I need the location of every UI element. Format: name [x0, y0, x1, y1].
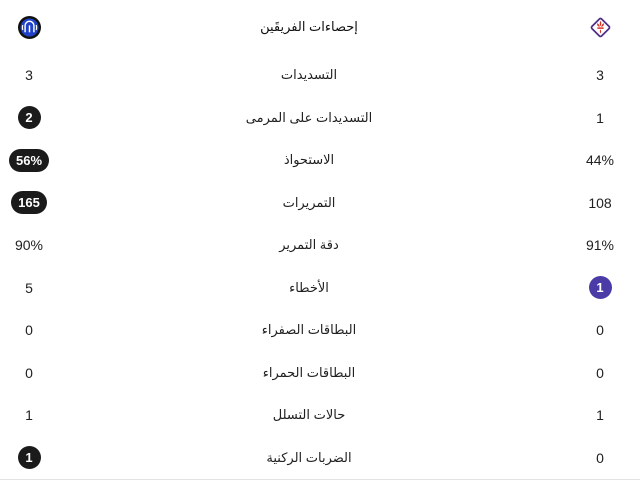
right-team-logo-cell [560, 16, 640, 39]
fiorentina-crest-icon [589, 16, 612, 39]
page-title: إحصاءات الفريقَين [260, 19, 358, 34]
stat-row [0, 54, 640, 97]
right-team-value: 0 [596, 449, 604, 466]
stat-row [0, 352, 640, 395]
stat-label: حالات التسلل [272, 407, 346, 423]
stat-label: التمريرات [282, 194, 336, 210]
left-team-value: 0 [25, 364, 33, 381]
stat-label: الضربات الركنية [266, 449, 352, 465]
stat-row [0, 437, 640, 480]
stat-label: دقة التمرير [279, 237, 339, 253]
left-team-value: 2 [18, 106, 41, 129]
stat-row [0, 267, 640, 310]
left-team-value: 5 [25, 279, 33, 296]
left-team-value: 1 [25, 407, 33, 424]
stat-label: التسديدات على المرمى [245, 109, 373, 125]
left-team-value: 56% [9, 149, 49, 172]
stats-rows [0, 54, 640, 480]
stat-label: الاستحواذ [283, 152, 335, 168]
stat-row [0, 309, 640, 352]
stats-title-cell [58, 19, 560, 35]
stats-header [0, 0, 640, 54]
right-team-value: 1 [596, 407, 604, 424]
left-team-value: 1 [18, 446, 41, 469]
right-team-value: 0 [596, 322, 604, 339]
left-team-logo-cell [0, 16, 58, 39]
left-team-value: 3 [25, 67, 33, 84]
inter-milan-crest-icon [18, 16, 41, 39]
stat-row [0, 394, 640, 437]
stat-row [0, 97, 640, 140]
left-team-value: 90% [14, 237, 44, 254]
right-team-value: 3 [596, 67, 604, 84]
right-team-value: 1 [589, 276, 612, 299]
stat-label: البطاقات الحمراء [262, 364, 356, 380]
stat-label: البطاقات الصفراء [261, 322, 357, 338]
stat-row [0, 182, 640, 225]
right-team-value: 1 [596, 109, 604, 126]
right-team-value: 91% [585, 237, 615, 254]
right-team-value: 0 [596, 364, 604, 381]
stat-label: الأخطاء [289, 279, 329, 295]
right-team-value: 44% [585, 152, 615, 169]
stat-row [0, 224, 640, 267]
stat-row [0, 139, 640, 182]
left-team-value: 0 [25, 322, 33, 339]
left-team-value: 165 [11, 191, 47, 214]
stat-label: التسديدات [280, 67, 338, 83]
right-team-value: 108 [588, 194, 612, 211]
